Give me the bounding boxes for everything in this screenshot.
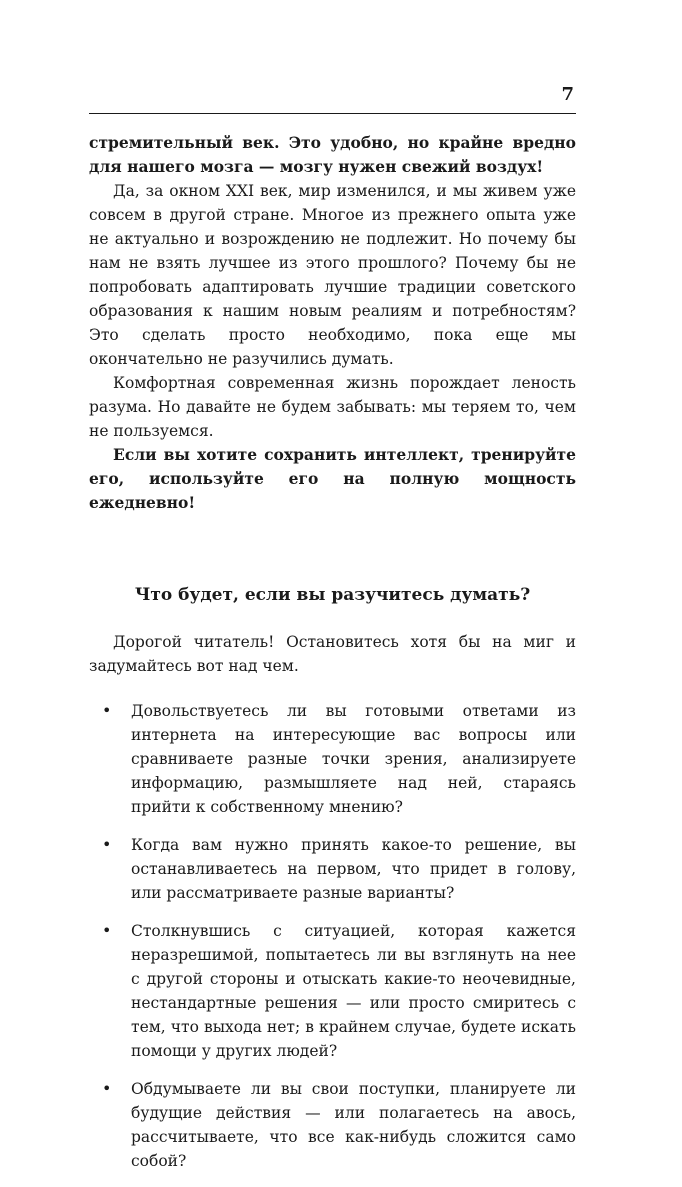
bullet-icon: •	[102, 921, 112, 940]
list-item	[89, 699, 576, 819]
bullet-icon: •	[102, 835, 112, 854]
list-item-text: Когда вам нужно принять какое-то решение, вы останавливаетесь на первом, что придет в голову, или рассматриваете разные варианты?	[131, 836, 576, 902]
list-item-text: Обдумываете ли вы свои поступки, планируете ли будущие действия — или полагаетесь на авось, рассчитываете, что все как-нибудь сложится само собой?	[131, 1080, 576, 1170]
paragraph-continuation: стремительный век. Это удобно, но крайне вредно для нашего мозга — мозгу нужен свежий воздух!	[89, 133, 576, 176]
page-number: 7	[561, 84, 574, 105]
list-item	[89, 919, 576, 1063]
paragraph-train-intellect: Если вы хотите сохранить интеллект, тренируйте его, используйте его на полную мощность ежедневно!	[89, 445, 576, 512]
paragraph-world-changed: Да, за окном XXI век, мир изменился, и мы живем уже совсем в другой стране. Многое из прежнего опыта уже не актуально и возрождению не подлежит. Но почему бы нам не взять лучшее из этого прошлого? Почему бы не попробовать адаптировать лучшие традиции советского образования к нашим новым реалиям и потребностям? Это сделать просто необходимо, пока еще мы окончательно не разучились думать.	[89, 182, 576, 368]
intro-paragraph: Дорогой читатель! Остановитесь хотя бы на миг и задумайтесь вот над чем.	[89, 633, 576, 675]
page-body	[89, 131, 576, 1187]
section-heading: Что будет, если вы разучитесь думать?	[134, 585, 531, 605]
list-item	[89, 833, 576, 905]
header-rule	[89, 113, 576, 114]
list-item-text: Столкнувшись с ситуацией, которая кажется неразрешимой, попытаетесь ли вы взглянуть на нее с другой стороны и отыскать какие-то неочевидные, нестандартные решения — или просто смиритесь с тем, что выхода нет; в крайнем случае, будете искать помощи у других людей?	[131, 922, 576, 1060]
list-item-text: Довольствуетесь ли вы готовыми ответами из интернета на интересующие вас вопросы или сравниваете разные точки зрения, анализируете информацию, размышляете над ней, стараясь прийти к собственному мнению?	[131, 702, 576, 816]
question-list	[89, 699, 576, 1173]
bullet-icon: •	[102, 701, 112, 720]
bullet-icon: •	[102, 1079, 112, 1098]
list-item	[89, 1077, 576, 1173]
paragraph-comfortable-life: Комфортная современная жизнь порождает леность разума. Но давайте не будем забывать: мы теряем то, чем не пользуемся.	[89, 374, 576, 440]
